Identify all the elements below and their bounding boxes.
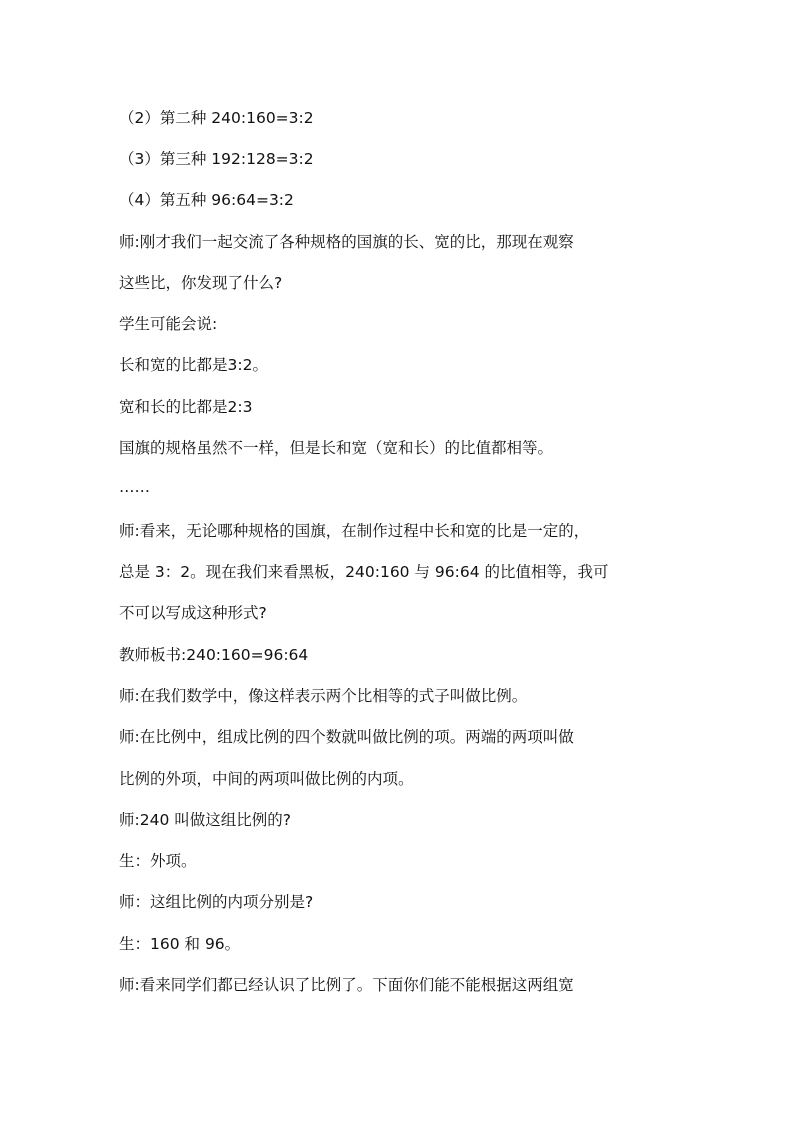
text-line: 师：这组比例的内项分别是? <box>119 893 314 911</box>
text-line: 师:看来，无论哪种规格的国旗，在制作过程中长和宽的比是一定的， <box>119 522 590 540</box>
text-line: 师:看来同学们都已经认识了比例了。下面你们能不能根据这两组宽 <box>119 976 574 994</box>
text-line: 国旗的规格虽然不一样，但是长和宽（宽和长）的比值都相等。 <box>119 439 554 457</box>
text-line: 学生可能会说: <box>119 315 218 333</box>
text-line: 比例的外项，中间的两项叫做比例的内项。 <box>119 770 414 788</box>
text-line: 师:在我们数学中，像这样表示两个比相等的式子叫做比例。 <box>119 687 528 705</box>
text-line: 长和宽的比都是3:2。 <box>119 356 268 374</box>
text-line: …… <box>119 478 150 496</box>
text-line: 生：外项。 <box>119 852 197 870</box>
text-line: 总是 3：2。现在我们来看黑板，240:160 与 96:64 的比值相等，我可 <box>119 563 609 581</box>
text-line: 宽和长的比都是2:3 <box>119 398 253 416</box>
text-line: （4）第五种 96:64=3:2 <box>119 191 294 209</box>
text-line: 生：160 和 96。 <box>119 935 241 953</box>
text-line: （2）第二种 240:160=3:2 <box>119 109 314 127</box>
text-line: 这些比，你发现了什么? <box>119 274 283 292</box>
text-line: 师:刚才我们一起交流了各种规格的国旗的长、宽的比，那现在观察 <box>119 233 574 251</box>
text-line: （3）第三种 192:128=3:2 <box>119 150 314 168</box>
text-line: 不可以写成这种形式? <box>119 604 267 622</box>
text-line: 师:在比例中，组成比例的四个数就叫做比例的项。两端的两项叫做 <box>119 728 574 746</box>
text-line: 师:240 叫做这组比例的? <box>119 811 291 829</box>
text-line: 教师板书:240:160=96:64 <box>119 646 309 664</box>
